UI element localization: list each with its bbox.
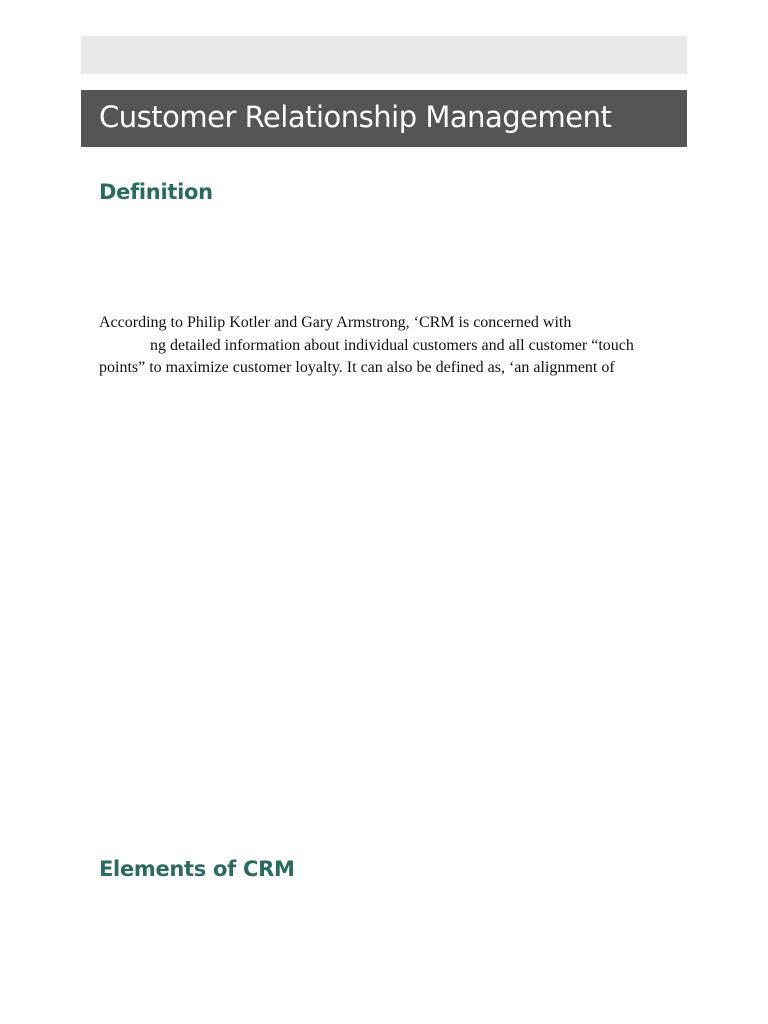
definition-paragraph (99, 312, 689, 380)
section-heading-elements-of-crm: Elements of CRM (99, 857, 295, 881)
title-banner (81, 90, 687, 147)
paragraph-line: ng detailed information about individual customers and all customer “touch (150, 336, 634, 354)
header-bar (81, 36, 687, 74)
paragraph-line: points” to maximize customer loyalty. It can also be defined as, ‘an alignment of (99, 359, 615, 376)
section-heading-definition: Definition (99, 180, 213, 204)
page-title: Customer Relationship Management (99, 100, 612, 134)
paragraph-line: According to Philip Kotler and Gary Armstrong, ‘CRM is concerned with (99, 314, 572, 331)
